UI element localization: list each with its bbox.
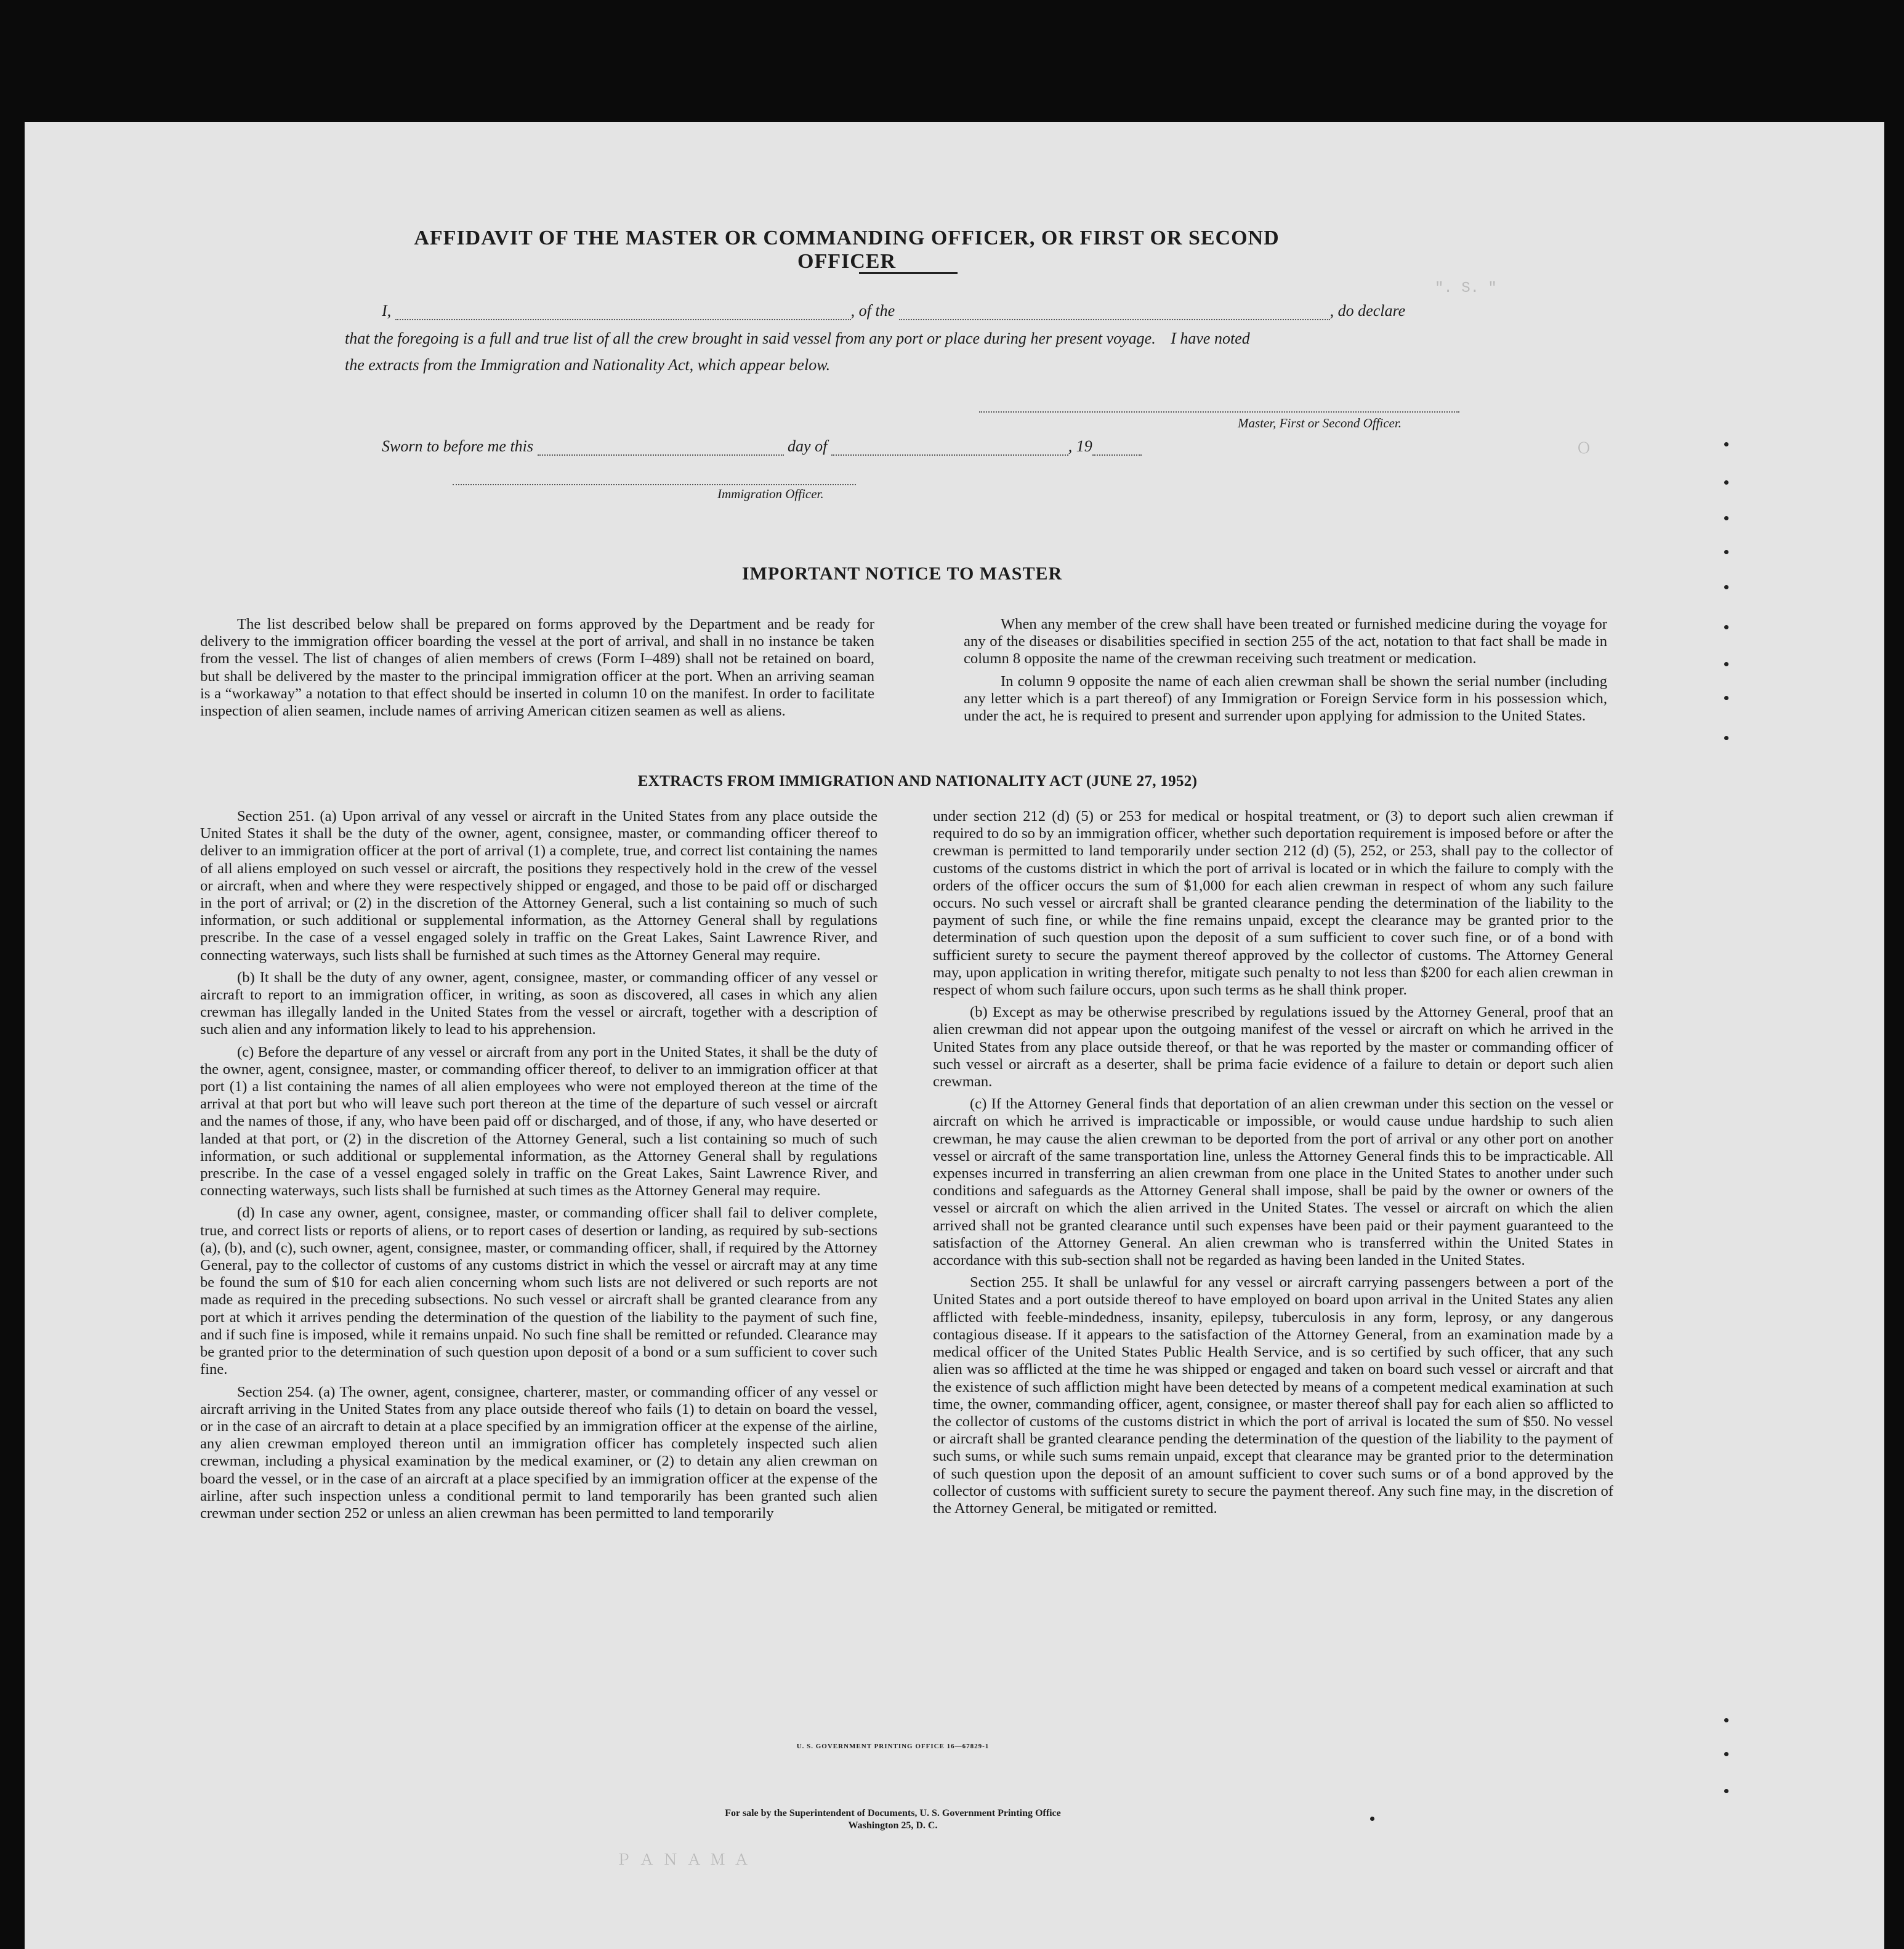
extract-paragraph: (c) Before the departure of any vessel or aircraft from any port in the United States, it shall be the duty of the owner, agent, consignee, master, or commanding officer thereof, to deliver to an immigration officer at that port (1) a list containing the names of all alien employees who were not employed thereon at the time of the arrival at that port but who will leave such port thereon at the time of the departure of such vessel or aircraft and the names of those, if any, who have been paid off or discharged, and of those, if any, who have deserted or landed at that port, or (2) in the discretion of the Attorney General, such a list containing so much of such information, or such additional or supplemental information, as the Attorney General shall by regulations prescribe. In the case of a vessel engaged solely in traffic on the Great Lakes, Saint Lawrence River, and connecting waterways, such lists shall be furnished at such times as the Attorney General may require. — [200, 1043, 877, 1200]
row-marker — [1724, 1789, 1729, 1793]
footer — [554, 1807, 1232, 1832]
notice-paragraph: In column 9 opposite the name of each alien crewman shall be shown the serial number (including any letter which is a part thereof) of any Immigration or Foreign Service form in his possession which, under the act, he is required to present and surrender upon applying for admission to the United States. — [964, 672, 1607, 725]
extract-paragraph: (c) If the Attorney General finds that deportation of an alien crewman under this section on the vessel or aircraft on which he arrived is impracticable or impossible, or would cause undue hardship to such alien crewman, he may cause the alien crewman to be deported from the port of arrival or any other port on another vessel or aircraft of the same transportation line, unless the Attorney General finds this to be impracticable. All expenses incurred in transferring an alien crewman from one place in the United States to another under such conditions and safeguards as the Attorney General shall impose, shall be paid by the owner or owners of the vessel or aircraft on which the alien arrived in the United States. The vessel or aircraft on which the alien arrived shall not be granted clearance until such expenses have been paid or their payment guaranteed to the satisfaction of the Attorney General. An alien crewman who is transferred within the United States in accordance with this sub-section shall not be regarded as having been landed in the United States. — [933, 1096, 1613, 1269]
extract-paragraph: Section 254. (a) The owner, agent, consignee, charterer, master, or commanding officer of any vessel or aircraft arriving in the United States from any place outside thereof who fails (1) to detain on board the vessel, or in the case of an aircraft to detain at a place specified by an immigration officer at the expense of the airline, any alien crewman employed thereon until an immigration officer has completely inspected such alien crewman, including a physical examination by the medical examiner, or (2) to detain any alien crewman on board the vessel, or in the case of an aircraft at a place specified by an immigration officer at the expense of the airline, after such inspection unless a conditional permit to land temporarily has been granted such alien crewman under section 252 or unless an alien crewman has been permitted to land temporarily — [200, 1383, 877, 1522]
row-marker — [1724, 516, 1729, 520]
row-marker — [1370, 1817, 1374, 1821]
sworn-line — [382, 437, 1142, 456]
row-marker — [1724, 550, 1729, 554]
extracts-left-column — [200, 808, 877, 1527]
title-rule — [859, 272, 958, 274]
row-marker — [1724, 1752, 1729, 1756]
row-marker — [1724, 736, 1729, 740]
extract-paragraph: under section 212 (d) (5) or 253 for medical or hospital treatment, or (3) to deport such alien crewman if required to do so by an immigration officer, whether such deportation requirement is imposed before or after the crewman is permitted to land temporarily under section 212 (d) (5), 252, or 253, shall pay to the collector of customs of the customs district in which the port of arrival is located or in which the failure to comply with the orders of the officer occurs the sum of $1,000 for each alien crewman in respect of whom any such failure occurs. No such vessel or aircraft shall be granted clearance pending the determination of the liability to the payment of such fine, or while the fine remains unpaid, except the clearance may be granted prior to the determination of such question upon the deposit of a sum sufficient to cover such fine, or of a bond with sufficient surety to secure the payment thereof approved by the collector of customs. The Attorney General may, upon application in writing therefor, mitigate such penalty to not less than $200 for each alien crewman in respect of whom such failure occurs, upon such terms as he shall think proper. — [933, 808, 1613, 999]
declaration-line-2 — [345, 329, 1250, 348]
extract-paragraph: Section 251. (a) Upon arrival of any vessel or aircraft in the United States from any place outside the United States it shall be the duty of the owner, agent, consignee, master, or commanding officer thereof to deliver to an immigration officer at the port of arrival (1) a complete, true, and correct list containing the names of all aliens employed on such vessel or aircraft, the positions they respectively hold in the crew of the vessel or aircraft, when and where they were respectively shipped or engaged, and those to be paid off or discharged in the port of arrival; or (2) in the discretion of the Attorney General, such a list containing so much of such information, or such additional or supplemental information, as the Attorney General shall by regulations prescribe. In the case of a vessel engaged solely in traffic on the Great Lakes, Saint Lawrence River, and connecting waterways, such lists shall be furnished at such times as the Attorney General may require. — [200, 808, 877, 964]
sworn-year-prefix: , 19 — [1068, 437, 1092, 455]
master-signature-label: Master, First or Second Officer. — [1238, 416, 1402, 430]
extracts-right-column — [933, 808, 1613, 1522]
sworn-day-field[interactable] — [538, 454, 784, 456]
declaration-prefix: I, — [382, 302, 392, 320]
bleed-through-text: Ｏ — [1576, 442, 1591, 458]
row-marker — [1724, 1718, 1729, 1722]
declarant-name-field[interactable] — [395, 319, 851, 320]
sworn-year-field[interactable] — [1092, 454, 1142, 456]
declaration-line-1 — [382, 302, 1459, 320]
extract-paragraph: (d) In case any owner, agent, consignee, master, or commanding officer shall fail to deliver complete, true, and correct lists or reports of aliens, or to report cases of desertion or landing, as required by sub-sections (a), (b), and (c), such owner, agent, consignee, master, or commanding officer, shall, if required by the Attorney General, pay to the collector of customs of any customs district in which the vessel or aircraft may at any time be found the sum of $10 for each alien concerning whom such lists are not delivered or such reports are not made as required in the preceding subsections. No such vessel or aircraft shall be granted clearance from any port at which it arrives pending the determination of the question of the liability to the payment of such fine, and if such fine is imposed, while it remains unpaid. No such fine shall be remitted or refunded. Clearance may be granted prior to the determination of such question upon deposit of a bond or a sum sufficient to cover such fine. — [200, 1205, 877, 1378]
immigration-officer-signature-field[interactable] — [453, 468, 856, 485]
row-marker — [1724, 480, 1729, 485]
master-signature-field[interactable] — [979, 394, 1459, 413]
notice-title: IMPORTANT NOTICE TO MASTER — [741, 563, 1063, 584]
row-marker — [1724, 662, 1729, 666]
printing-office-imprint: U. S. GOVERNMENT PRINTING OFFICE 16—67829-1 — [796, 1743, 990, 1750]
bleed-through-text: Ｐ Ａ Ｎ Ａ Ｍ Ａ — [616, 1853, 749, 1870]
extracts-title: EXTRACTS FROM IMMIGRATION AND NATIONALITY ACT (JUNE 27, 1952) — [637, 773, 1198, 789]
declaration-suffix: , do declare — [1329, 302, 1406, 320]
vessel-name-field[interactable] — [899, 319, 1330, 320]
row-marker — [1724, 442, 1729, 446]
row-marker — [1724, 625, 1729, 629]
affidavit-title: AFFIDAVIT OF THE MASTER OR COMMANDING OFFICER, OR FIRST OR SECOND OFFICER — [414, 227, 1280, 273]
extract-paragraph: Section 255. It shall be unlawful for any vessel or aircraft carrying passengers between a port of the United States and a port outside thereof to have employed on board upon arrival in the United States any alien afflicted with feeble-mindedness, insanity, epilepsy, tuberculosis in any form, leprosy, or any dangerous contagious disease. If it appears to the satisfaction of the Attorney General, from an examination made by a medical officer of the United States Public Health Service, and is so certified by such officer, that any such alien was so afflicted at the time he was shipped or engaged and taken on board such vessel or aircraft and that the existence of such affliction might have been detected by means of a competent medical examination at such time, the owner, commanding officer, agent, consignee, or master thereof shall pay for each alien so afflicted to the collector of customs of the customs district in which the port of arrival is located the sum of $50. No vessel or aircraft shall be granted clearance pending the determination of the question of the liability to the payment of such sums, or while such sums remain unpaid, except that clearance may be granted prior to the determination of such question upon the deposit of an amount sufficient to cover such sums or of a bond approved by the collector of customs with sufficient surety to secure the payment thereof. Any such fine may, in the discretion of the Attorney General, be mitigated or remitted. — [933, 1274, 1613, 1517]
row-marker — [1724, 585, 1729, 589]
footer-line-2: Washington 25, D. C. — [848, 1820, 938, 1831]
notice-right-column — [964, 616, 1607, 730]
immigration-officer-label: Immigration Officer. — [717, 486, 824, 501]
declaration-mid: , of the — [850, 302, 895, 320]
sworn-month-field[interactable] — [831, 454, 1068, 456]
notice-left-column — [200, 616, 874, 725]
declaration-body: that the foregoing is a full and true list of all the crew brought in said vessel from any port or place during her present voyage. — [345, 329, 1156, 347]
declaration-line-3: the extracts from the Immigration and Nationality Act, which appear below. — [345, 356, 831, 374]
bleed-through-text: ". S. " — [1435, 280, 1497, 297]
sworn-day-of: day of — [788, 437, 828, 455]
sworn-prefix: Sworn to before me this — [382, 437, 534, 455]
extract-paragraph: (b) Except as may be otherwise prescribed by regulations issued by the Attorney General, proof that an alien crewman did not appear upon the outgoing manifest of the vessel or aircraft on which he arrived in the United States from any place outside thereof, or that he was reported by the master or commanding officer of such vessel or aircraft as a deserter, shall be prima facie evidence of a failure to detain or deport such alien crewman. — [933, 1004, 1613, 1091]
notice-paragraph: When any member of the crew shall have been treated or furnished medicine during the voyage for any of the diseases or disabilities specified in section 255 of the act, notation to that fact shall be made in column 8 opposite the name of the crewman receiving such treatment or medication. — [964, 616, 1607, 668]
footer-line-1: For sale by the Superintendent of Documents, U. S. Government Printing Office — [725, 1808, 1061, 1818]
notice-paragraph: The list described below shall be prepared on forms approved by the Department and be ready for delivery to the immigration officer boarding the vessel at the port of arrival, and shall in no instance be taken from the vessel. The list of changes of alien members of crews (Form I–489) shall not be retained on board, but shall be delivered by the master to the principal immigration officer at the port. When an arriving seaman is a “workaway” a notation to that effect should be inserted in column 10 on the manifest. In order to facilitate inspection of alien seamen, include names of arriving American citizen seamen as well as aliens. — [200, 616, 874, 720]
row-marker — [1724, 696, 1729, 700]
declaration-tail: I have noted — [1171, 329, 1250, 347]
extract-paragraph: (b) It shall be the duty of any owner, agent, consignee, master, or commanding officer of any vessel or aircraft to report to an immigration officer, in writing, as soon as discovered, all cases in which any alien crewman has illegally landed in the United States from the vessel or aircraft, together with a description of such alien and any information likely to lead to his apprehension. — [200, 969, 877, 1038]
